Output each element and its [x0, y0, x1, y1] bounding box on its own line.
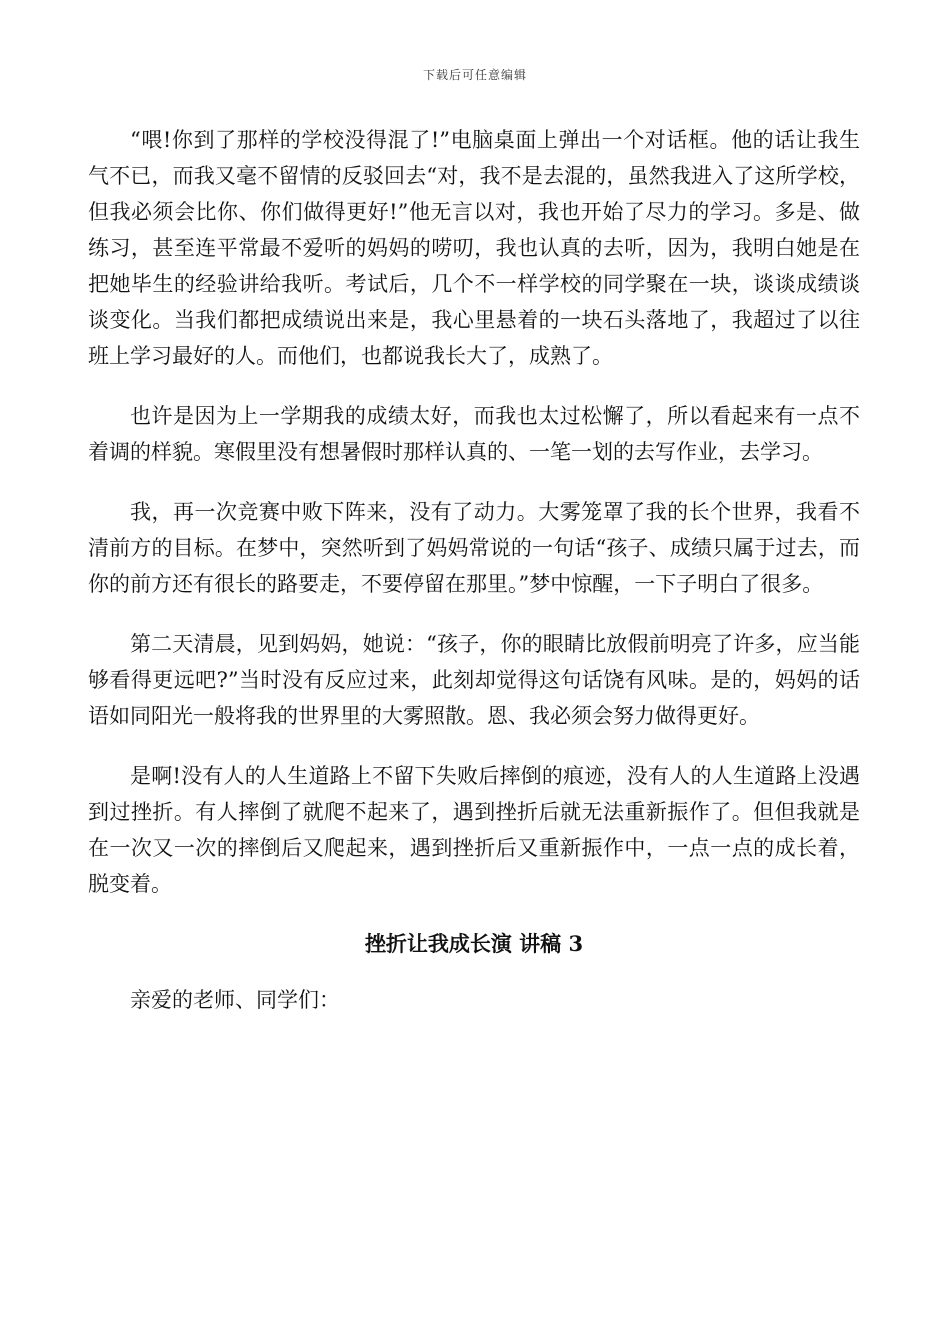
paragraph-1: “喂!你到了那样的学校没得混了!”电脑桌面上弹出一个对话框。他的话让我生气不已，而我又毫不留情的反驳回去“对，我不是去混的，虽然我进入了这所学校，但我必须会比你、你们做得更好!”他无言以对，我也开始了尽力的学习。多是、做练习，甚至连平常最不爱听的妈妈的唠叨，我也认真的去听，因为，我明白她是在把她毕生的经验讲给我听。考试后，几个不一样学校的同学聚在一块，谈谈成绩谈谈变化。当我们都把成绩说出来是，我心里悬着的一块石头落地了，我超过了以往班上学习最好的人。而他们，也都说我长大了，成熟了。 — [88, 128, 860, 368]
paragraph-4: 第二天清晨，见到妈妈，她说：“孩子，你的眼睛比放假前明亮了许多，应当能够看得更远吧?”当时没有反应过来，此刻却觉得这句话饶有风味。是的，妈妈的话语如同阳光一般将我的世界里的大雾照散。恩、我必须会努力做得更好。 — [88, 632, 860, 728]
paragraph-3: 我，再一次竞赛中败下阵来，没有了动力。大雾笼罩了我的长个世界，我看不清前方的目标。在梦中，突然听到了妈妈常说的一句话“孩子、成绩只属于过去，而你的前方还有很长的路要走，不要停留在那里。”梦中惊醒，一下子明白了很多。 — [88, 500, 860, 596]
greeting-line: 亲爱的老师、同学们： — [130, 988, 340, 1012]
paragraph-2: 也许是因为上一学期我的成绩太好，而我也太过松懈了，所以看起来有一点不着调的样貌。寒假里没有想暑假时那样认真的、一笔一划的去写作业，去学习。 — [88, 404, 860, 464]
page-header-note: 下载后可任意编辑 — [422, 68, 527, 82]
section-title: 挫折让我成长演 讲稿 3 — [364, 931, 584, 956]
paragraph-5: 是啊!没有人的人生道路上不留下失败后摔倒的痕迹，没有人的人生道路上没遇到过挫折。有人摔倒了就爬不起来了，遇到挫折后就无法重新振作了。但但我就是在一次又一次的摔倒后又爬起来，遇到挫折后又重新振作中，一点一点的成长着，脱变着。 — [88, 764, 860, 896]
document-body — [88, 122, 860, 1018]
